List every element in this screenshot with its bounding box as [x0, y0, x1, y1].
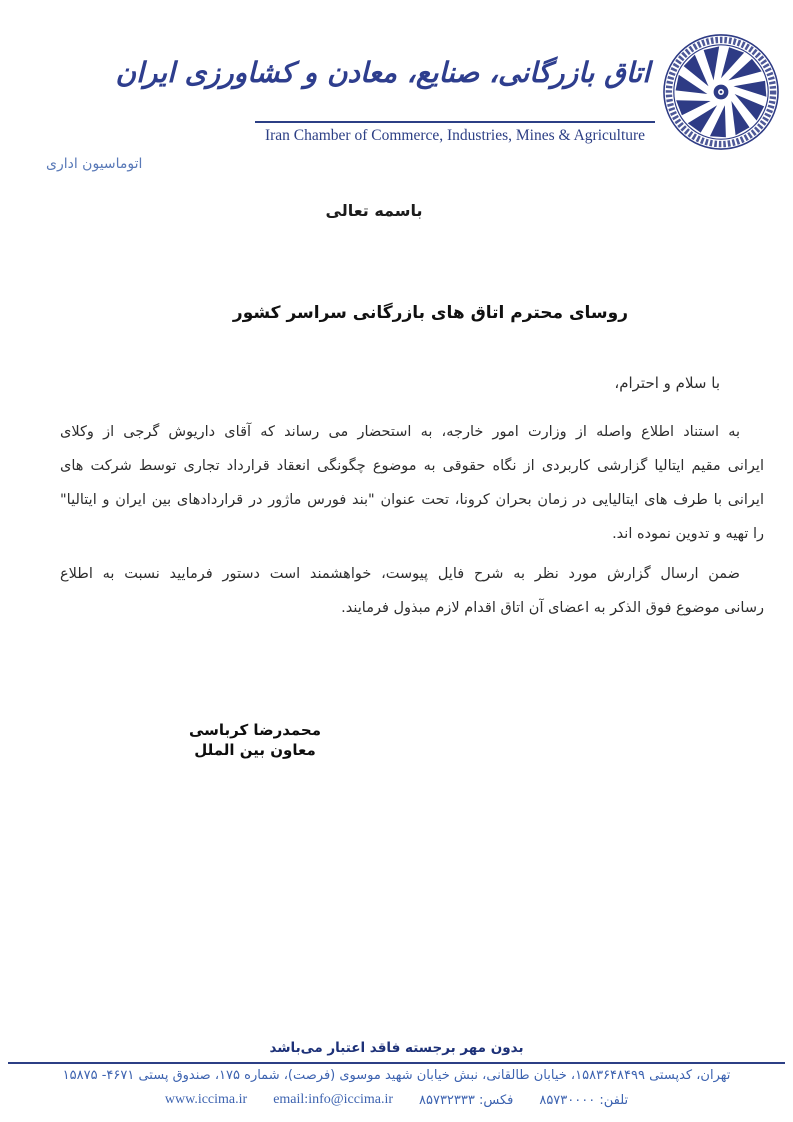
- signature-block: [170, 720, 340, 760]
- chamber-english-title: Iran Chamber of Commerce, Industries, Mines & Agriculture: [264, 127, 646, 144]
- salutation-line: با سلام و احترام،: [614, 374, 720, 392]
- address-line: تهران، کدپستی ۱۵۸۳۶۴۸۴۹۹، خیابان طالقانی، نبش خیابان شهید موسوی (فرصت)، شماره ۱۷۵، صندوق پستی ۴۶۷۱- ۱۵۸۷۵: [62, 1068, 731, 1083]
- body-paragraph-2: [60, 557, 764, 625]
- signer-title: معاون بین الملل: [194, 741, 316, 759]
- body-paragraph-1: [60, 415, 764, 551]
- phone-number: تلفن: ۸۵۷۳۰۰۰۰: [539, 1092, 629, 1108]
- paragraph-line: را تهیه و تدوین نموده اند.: [612, 526, 764, 542]
- office-automation-label: اتوماسیون اداری: [46, 156, 143, 172]
- website-url: www.iccima.ir: [164, 1092, 248, 1107]
- fax-number: فکس: ۸۵۷۳۲۳۳۳: [419, 1092, 514, 1108]
- chamber-persian-title: اتاق بازرگانی، صنایع، معادن و کشاورزی ایران: [115, 56, 650, 89]
- signer-name: محمدرضا کرباسی: [188, 721, 322, 739]
- header-divider: [255, 121, 655, 123]
- paragraph-line: رسانی موضوع فوق الذکر به اعضای آن اتاق اقدام لازم مبذول فرمایند.: [341, 600, 764, 616]
- email-address: email:info@iccima.ir: [273, 1092, 393, 1107]
- recipient-heading: روسای محترم اتاق های بازرگانی سراسر کشور: [232, 303, 628, 323]
- paragraph-line: ایرانی با طرف های ایتالیایی در زمان بحران کرونا، تحت عنوان "بند فورس ماژور در قراردادهای بین ایران و ایتالیا": [60, 492, 764, 508]
- paragraph-line: به استناد اطلاع واصله از وزارت امور خارجه، به استحضار می رساند که آقای داریوش گرجی از وکلای: [60, 424, 740, 440]
- paragraph-line: ضمن ارسال گزارش مورد نظر به شرح فایل پیوست، خواهشمند است دستور فرمایید نسبت به اطلاع: [60, 566, 740, 582]
- contact-line: [0, 1092, 793, 1108]
- paragraph-line: ایرانی مقیم ایتالیا گزارشی کاربردی از نگاه حقوقی به موضوع چگونگی انعقاد قرارداد تجاری توسط شرکت های: [60, 458, 764, 474]
- validity-note: بدون مهر برجسته فاقد اعتبار می‌باشد: [269, 1040, 524, 1056]
- footer-divider: [8, 1062, 785, 1064]
- basmala-line: باسمه تعالی: [325, 201, 423, 220]
